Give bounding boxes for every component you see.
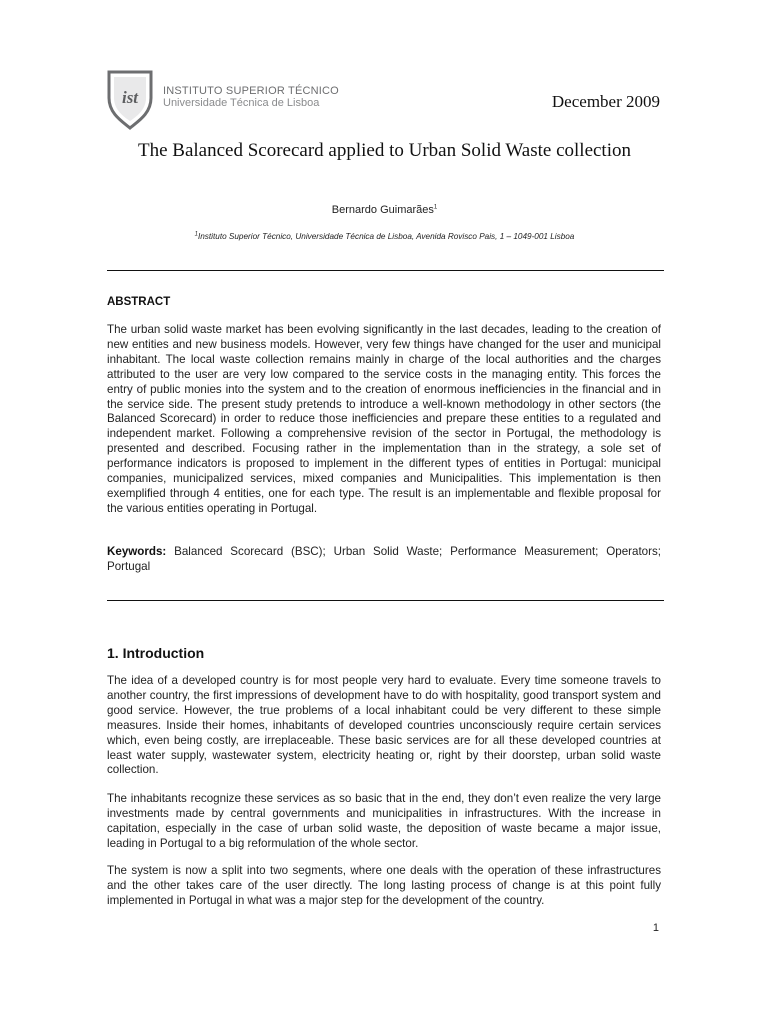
top-divider — [107, 270, 664, 271]
university-name: Universidade Técnica de Lisboa — [163, 97, 320, 109]
abstract-heading: ABSTRACT — [107, 296, 171, 308]
institution-logo — [107, 70, 347, 128]
publication-date: December 2009 — [551, 92, 660, 111]
keywords-label: Keywords: — [107, 545, 167, 558]
intro-paragraph: The idea of a developed country is for most people very hard to evaluate. Every time someone travels to another country, the first impressions of development have to do with hospitality, good transport system and good service. However, the true problems of a local inhabitant could be very different to these simple measures. Inside their homes, inhabitants of developed countries unconsciously require certain services which, even being costly, are irreplaceable. These basic services are for all these developed countries at least water supply, wastewater system, electricity heating or, right by their doorstep, urban solid waste collection. — [107, 674, 661, 777]
affiliation-line — [107, 232, 662, 241]
affiliation-superscript: 1 — [194, 231, 198, 238]
author-line — [107, 204, 662, 216]
author-superscript: 1 — [433, 204, 438, 211]
intro-paragraph: The system is now a split into two segments, where one deals with the operation of these infrastructures and the other takes care of the user directly. The long lasting process of change is at this point fully implemented in Portugal in what was a major step for the development of the country. — [107, 864, 661, 907]
page-number: 1 — [652, 922, 659, 934]
affiliation-text: Instituto Superior Técnico, Universidade Técnica de Lisboa, Avenida Rovisco Pais, 1 – 1049-001 Lisboa — [197, 232, 575, 241]
author-name: Bernardo Guimarães — [331, 204, 434, 216]
paper-title: The Balanced Scorecard applied to Urban Solid Waste collection — [137, 140, 631, 161]
keywords-list: Balanced Scorecard (BSC); Urban Solid Waste; Performance Measurement; Operators; Portugal — [107, 545, 661, 573]
introduction-heading: 1. Introduction — [107, 645, 205, 661]
institution-name: INSTITUTO SUPERIOR TÉCNICO — [163, 85, 339, 97]
intro-paragraph: The inhabitants recognize these services as so basic that in the end, they don’t even realize the very large investments made by central governments and municipalities in infrastructures. With the increase in capitation, especially in the case of urban solid waste, the deposition of waste became a major issue, leading in Portugal to a big reformulation of the whole sector. — [107, 792, 661, 850]
keywords-paragraph — [107, 545, 661, 575]
bottom-divider — [107, 600, 664, 601]
abstract-text: The urban solid waste market has been evolving significantly in the last decades, leading to the creation of new entities and new business models. However, very few things have changed for the user and municipal inhabitant. The local waste collection remains mainly in charge of the local authorities and the charges attributed to the user are very low compared to the service costs in the managing entity. This forces the entry of public monies into the system and to the creation of enormous inefficiencies in the financial and in the service side. The present study pretends to introduce a well-known methodology in other sectors (the Balanced Scorecard) in order to reduce those inefficiencies and prepare these entities to a regulated and independent market. Following a comprehensive revision of the sector in Portugal, the methodology is presented and described. Focusing rather in the implementation than in the strategy, a sole set of performance indicators is proposed to implement in the different types of entities in Portugal: municipal companies, municipalized services, mixed companies and Municipalities. This implementation is then exemplified through 4 entities, one for each type. The result is an implementable and flexible proposal for the various entities operating in Portugal. — [107, 323, 661, 515]
ist-shield-icon — [107, 70, 155, 130]
logo-monogram: ist — [121, 88, 139, 107]
